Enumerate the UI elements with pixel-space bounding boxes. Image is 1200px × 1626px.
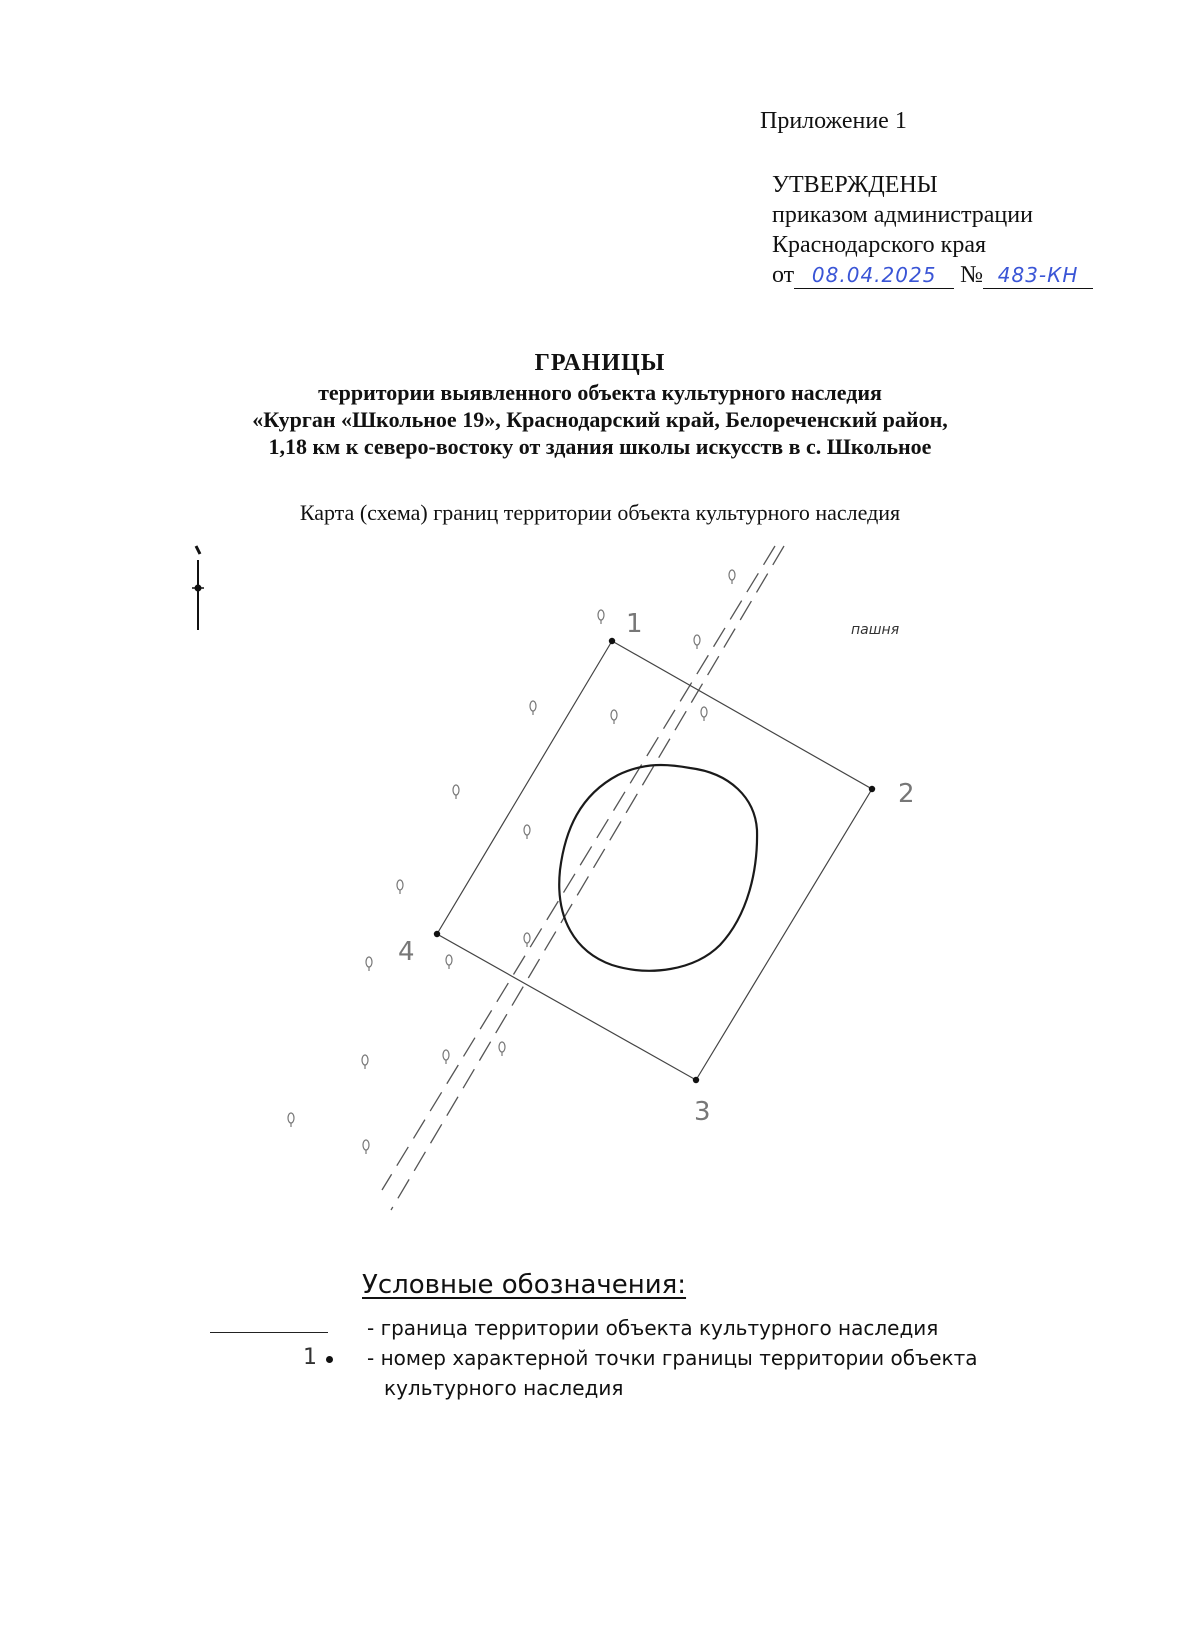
legend-point-dot-icon — [326, 1356, 333, 1363]
tree-symbols — [288, 570, 735, 1154]
date-prefix: от — [772, 262, 795, 288]
boundary-point-4 — [434, 931, 440, 937]
approved-line-2: Краснодарского края — [772, 232, 987, 258]
dashed-road — [382, 546, 784, 1210]
point-label-4: 4 — [398, 937, 415, 967]
boundary-map — [0, 540, 1200, 1240]
title-line-1: территории выявленного объекта культурного наследия — [318, 380, 882, 405]
document-title — [0, 350, 1200, 460]
approved-title: УТВЕРЖДЕНЫ — [772, 172, 938, 198]
north-arrow-icon — [192, 546, 204, 630]
legend-item-boundary: - граница территории объекта культурного наследия — [367, 1316, 939, 1340]
approved-line-1: приказом администрации — [772, 202, 1033, 228]
heritage-boundary-polygon — [437, 641, 872, 1080]
map-caption: Карта (схема) границ территории объекта культурного наследия — [299, 500, 901, 525]
mound-contour — [559, 765, 757, 971]
boundary-point-1 — [609, 638, 615, 644]
title-line-2: «Курган «Школьное 19», Краснодарский край, Белореченский район, — [252, 407, 948, 432]
point-label-2: 2 — [898, 779, 915, 809]
handwritten-date: 08.04.2025 — [811, 263, 937, 287]
legend-point-number: 1 — [303, 1345, 317, 1370]
number-sign: № — [960, 262, 984, 288]
title-main: ГРАНИЦЫ — [534, 350, 666, 376]
approval-block — [772, 170, 1093, 290]
legend-item-point-line-2: культурного наследия — [384, 1376, 624, 1400]
point-label-3: 3 — [694, 1097, 711, 1127]
boundary-points — [434, 638, 875, 1083]
boundary-point-3 — [693, 1077, 699, 1083]
point-label-1: 1 — [626, 609, 643, 639]
legend-item-point-line-1: - номер характерной точки границы территории объекта — [367, 1346, 978, 1370]
field-label: пашня — [851, 622, 900, 638]
legend-title: Условные обозначения: — [362, 1270, 687, 1300]
appendix-label: Приложение 1 — [760, 108, 907, 134]
handwritten-number: 483-КН — [997, 263, 1079, 287]
legend-boundary-line-symbol — [210, 1332, 328, 1333]
approval-date-row — [772, 260, 1093, 290]
boundary-point-2 — [869, 786, 875, 792]
title-line-3: 1,18 км к северо-востоку от здания школы искусств в с. Школьное — [268, 434, 932, 459]
